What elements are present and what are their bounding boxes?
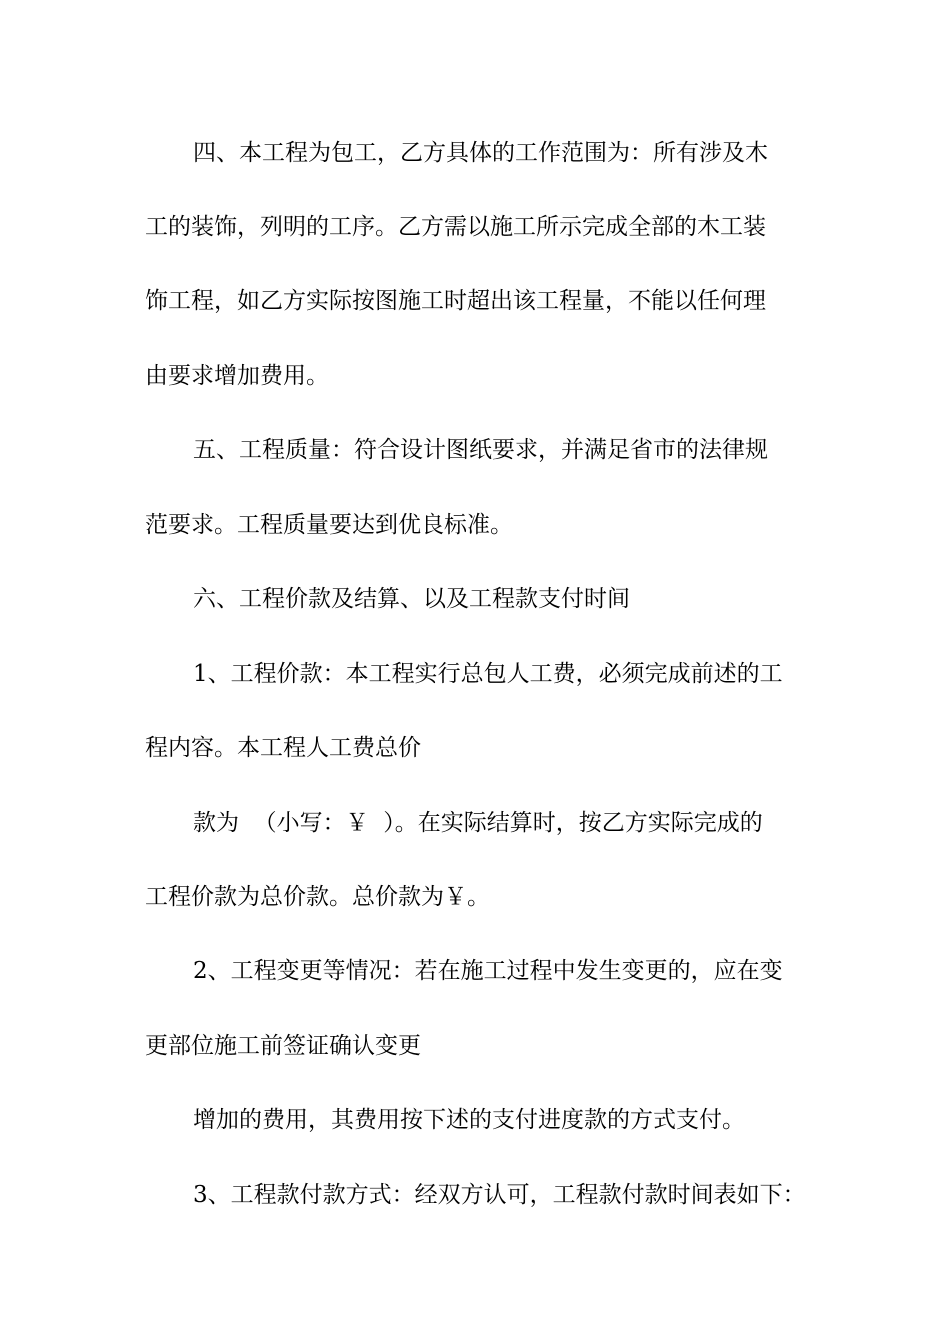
paragraph-line: 更部位施工前签证确认变更	[145, 1033, 421, 1059]
paragraph-line: 由要求增加费用。	[145, 363, 329, 389]
paragraph-line: 增加的费用，其费用按下述的支付进度款的方式支付。	[193, 1107, 745, 1133]
paragraph-line: 程内容。本工程人工费总价	[145, 735, 421, 761]
paragraph-line: 2、工程变更等情况：若在施工过程中发生变更的，应在变	[193, 958, 783, 984]
paragraph-line: 范要求。工程质量要达到优良标准。	[145, 512, 513, 538]
paragraph-line: 四、本工程为包工，乙方具体的工作范围为：所有涉及木	[193, 140, 768, 166]
paragraph-line: 工程价款为总价款。总价款为￥。	[145, 884, 490, 910]
paragraph-line: 工的装饰，列明的工序。乙方需以施工所示完成全部的木工装	[145, 214, 766, 240]
section-heading: 六、工程价款及结算、以及工程款支付时间	[193, 586, 630, 612]
paragraph-line: 3、工程款付款方式：经双方认可，工程款付款时间表如下：	[193, 1182, 806, 1208]
paragraph-line: 1、工程价款：本工程实行总包人工费，必须完成前述的工	[193, 661, 783, 687]
paragraph-line: 款为 （小写：￥ ）。在实际结算时，按乙方实际完成的	[193, 810, 763, 836]
paragraph-line: 五、工程质量：符合设计图纸要求，并满足省市的法律规	[193, 437, 768, 463]
paragraph-line: 饰工程，如乙方实际按图施工时超出该工程量，不能以任何理	[145, 288, 766, 314]
